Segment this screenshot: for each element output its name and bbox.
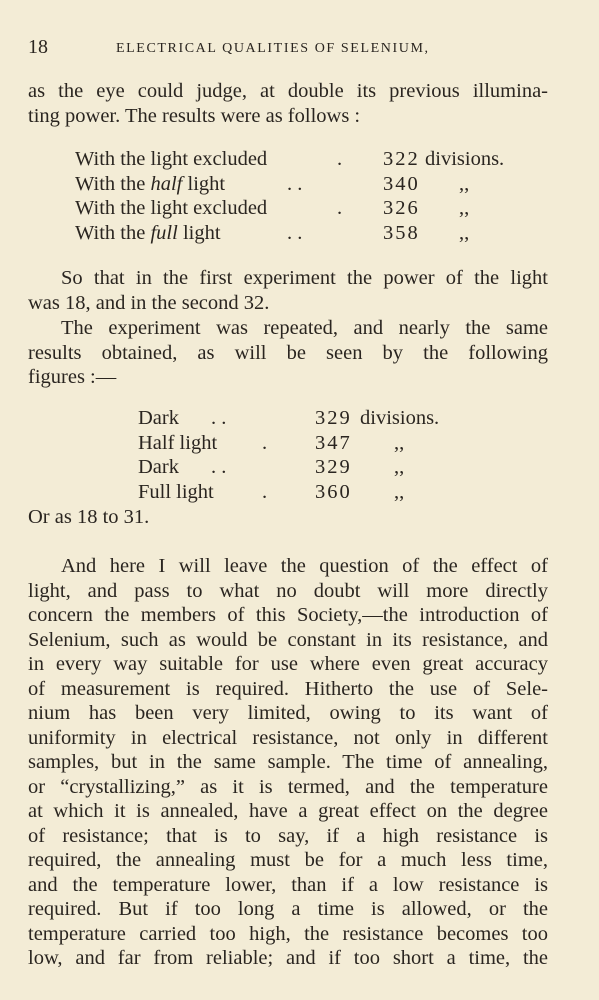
leader-dots: . xyxy=(337,197,343,219)
reading-value: 322 xyxy=(383,148,420,170)
text-line: of resistance; that is to say, if a high resistance is xyxy=(28,824,548,847)
reading-unit: ,, xyxy=(459,172,470,195)
row-label: Full light xyxy=(138,480,214,503)
table-row xyxy=(138,481,538,506)
text-line: low, and far from reliable; and if too short a time, the xyxy=(28,947,548,969)
text-line: concern the members of this Society,—the introduction of xyxy=(28,604,548,626)
paragraph-repeated xyxy=(28,316,548,390)
text-line: and the temperature lower, than if a low resistance is xyxy=(28,873,548,896)
leader-dots: . . xyxy=(211,456,227,478)
reading-unit: ,, xyxy=(394,431,405,454)
table-row xyxy=(138,432,538,457)
page-header xyxy=(28,36,573,60)
text-line: ting power. The results were as follows : xyxy=(28,104,361,127)
reading-value: 329 xyxy=(315,456,352,478)
text-line: at which it is annealed, have a great effect on the degree xyxy=(28,800,548,822)
reading-value: 358 xyxy=(383,221,420,244)
text-line: temperature carried too high, the resistance becomes too xyxy=(28,922,548,945)
table-row xyxy=(75,197,545,222)
text-line: Or as 18 to 31. xyxy=(28,506,150,528)
table-row xyxy=(138,407,538,432)
text-line: was 18, and in the second 32. xyxy=(28,291,270,314)
row-label: With the light excluded xyxy=(75,148,268,170)
text-line: And here I will leave the question of the effect of xyxy=(61,555,548,577)
paragraph-annealing xyxy=(28,554,548,971)
text-line: as the eye could judge, at double its previous illumina- xyxy=(28,80,548,102)
page-number: 18 xyxy=(28,36,48,58)
text-line: uniformity in electrical resistance, not only in different xyxy=(28,726,548,749)
text-line: in every way suitable for use where even great accuracy xyxy=(28,653,548,675)
text-line: light, and pass to what no doubt will more directly xyxy=(28,579,548,602)
leader-dots: . . xyxy=(287,221,303,244)
reading-unit: ,, xyxy=(459,197,470,219)
row-label: Dark xyxy=(138,456,179,478)
reading-unit: divisions. xyxy=(425,148,505,170)
reading-value: 360 xyxy=(315,480,352,503)
text-line: nium has been very limited, owing to its want of xyxy=(28,702,548,724)
row-label: Dark xyxy=(138,407,179,429)
reading-unit: divisions. xyxy=(360,407,440,429)
text-line: figures :— xyxy=(28,366,117,388)
row-label: With the full light xyxy=(75,221,221,244)
text-line: The experiment was repeated, and nearly the same xyxy=(61,317,548,339)
table-row xyxy=(75,222,545,247)
row-label: Half light xyxy=(138,431,218,454)
text-line: Selenium, such as would be constant in its resistance, and xyxy=(28,628,548,651)
text-line: required. But if too long a time is allowed, or the xyxy=(28,898,548,920)
text-line: So that in the first experiment the power of the light xyxy=(61,267,548,289)
reading-value: 340 xyxy=(383,172,420,195)
row-label: With the light excluded xyxy=(75,197,268,219)
results-table-2 xyxy=(138,407,538,505)
row-label: With the half light xyxy=(75,172,226,195)
table-row xyxy=(138,456,538,481)
reading-value: 347 xyxy=(315,431,352,454)
running-title: ELECTRICAL QUALITIES OF SELENIUM, xyxy=(116,41,430,56)
intro-paragraph xyxy=(28,79,548,128)
reading-value: 326 xyxy=(383,197,420,219)
table-row xyxy=(75,173,545,198)
text-line: results obtained, as will be seen by the following xyxy=(28,341,548,364)
reading-unit: ,, xyxy=(394,480,405,503)
leader-dots: . . xyxy=(287,172,303,195)
text-line: required, the annealing must be for a much less time, xyxy=(28,849,548,871)
ratio-line xyxy=(28,505,548,530)
leader-dots: . xyxy=(262,431,268,454)
table-row xyxy=(75,148,545,173)
results-table-1 xyxy=(75,148,545,246)
leader-dots: . . xyxy=(211,407,227,429)
text-line: of measurement is required. Hitherto the use of Sele- xyxy=(28,677,548,700)
reading-value: 329 xyxy=(315,407,352,429)
paragraph-experiment-power xyxy=(28,266,548,315)
text-line: samples, but in the same sample. The time of annealing, xyxy=(28,751,548,773)
reading-unit: ,, xyxy=(394,456,405,478)
reading-unit: ,, xyxy=(459,221,470,244)
leader-dots: . xyxy=(337,148,343,170)
leader-dots: . xyxy=(262,480,268,503)
text-line: or “crystallizing,” as it is termed, and the temperature xyxy=(28,775,548,798)
